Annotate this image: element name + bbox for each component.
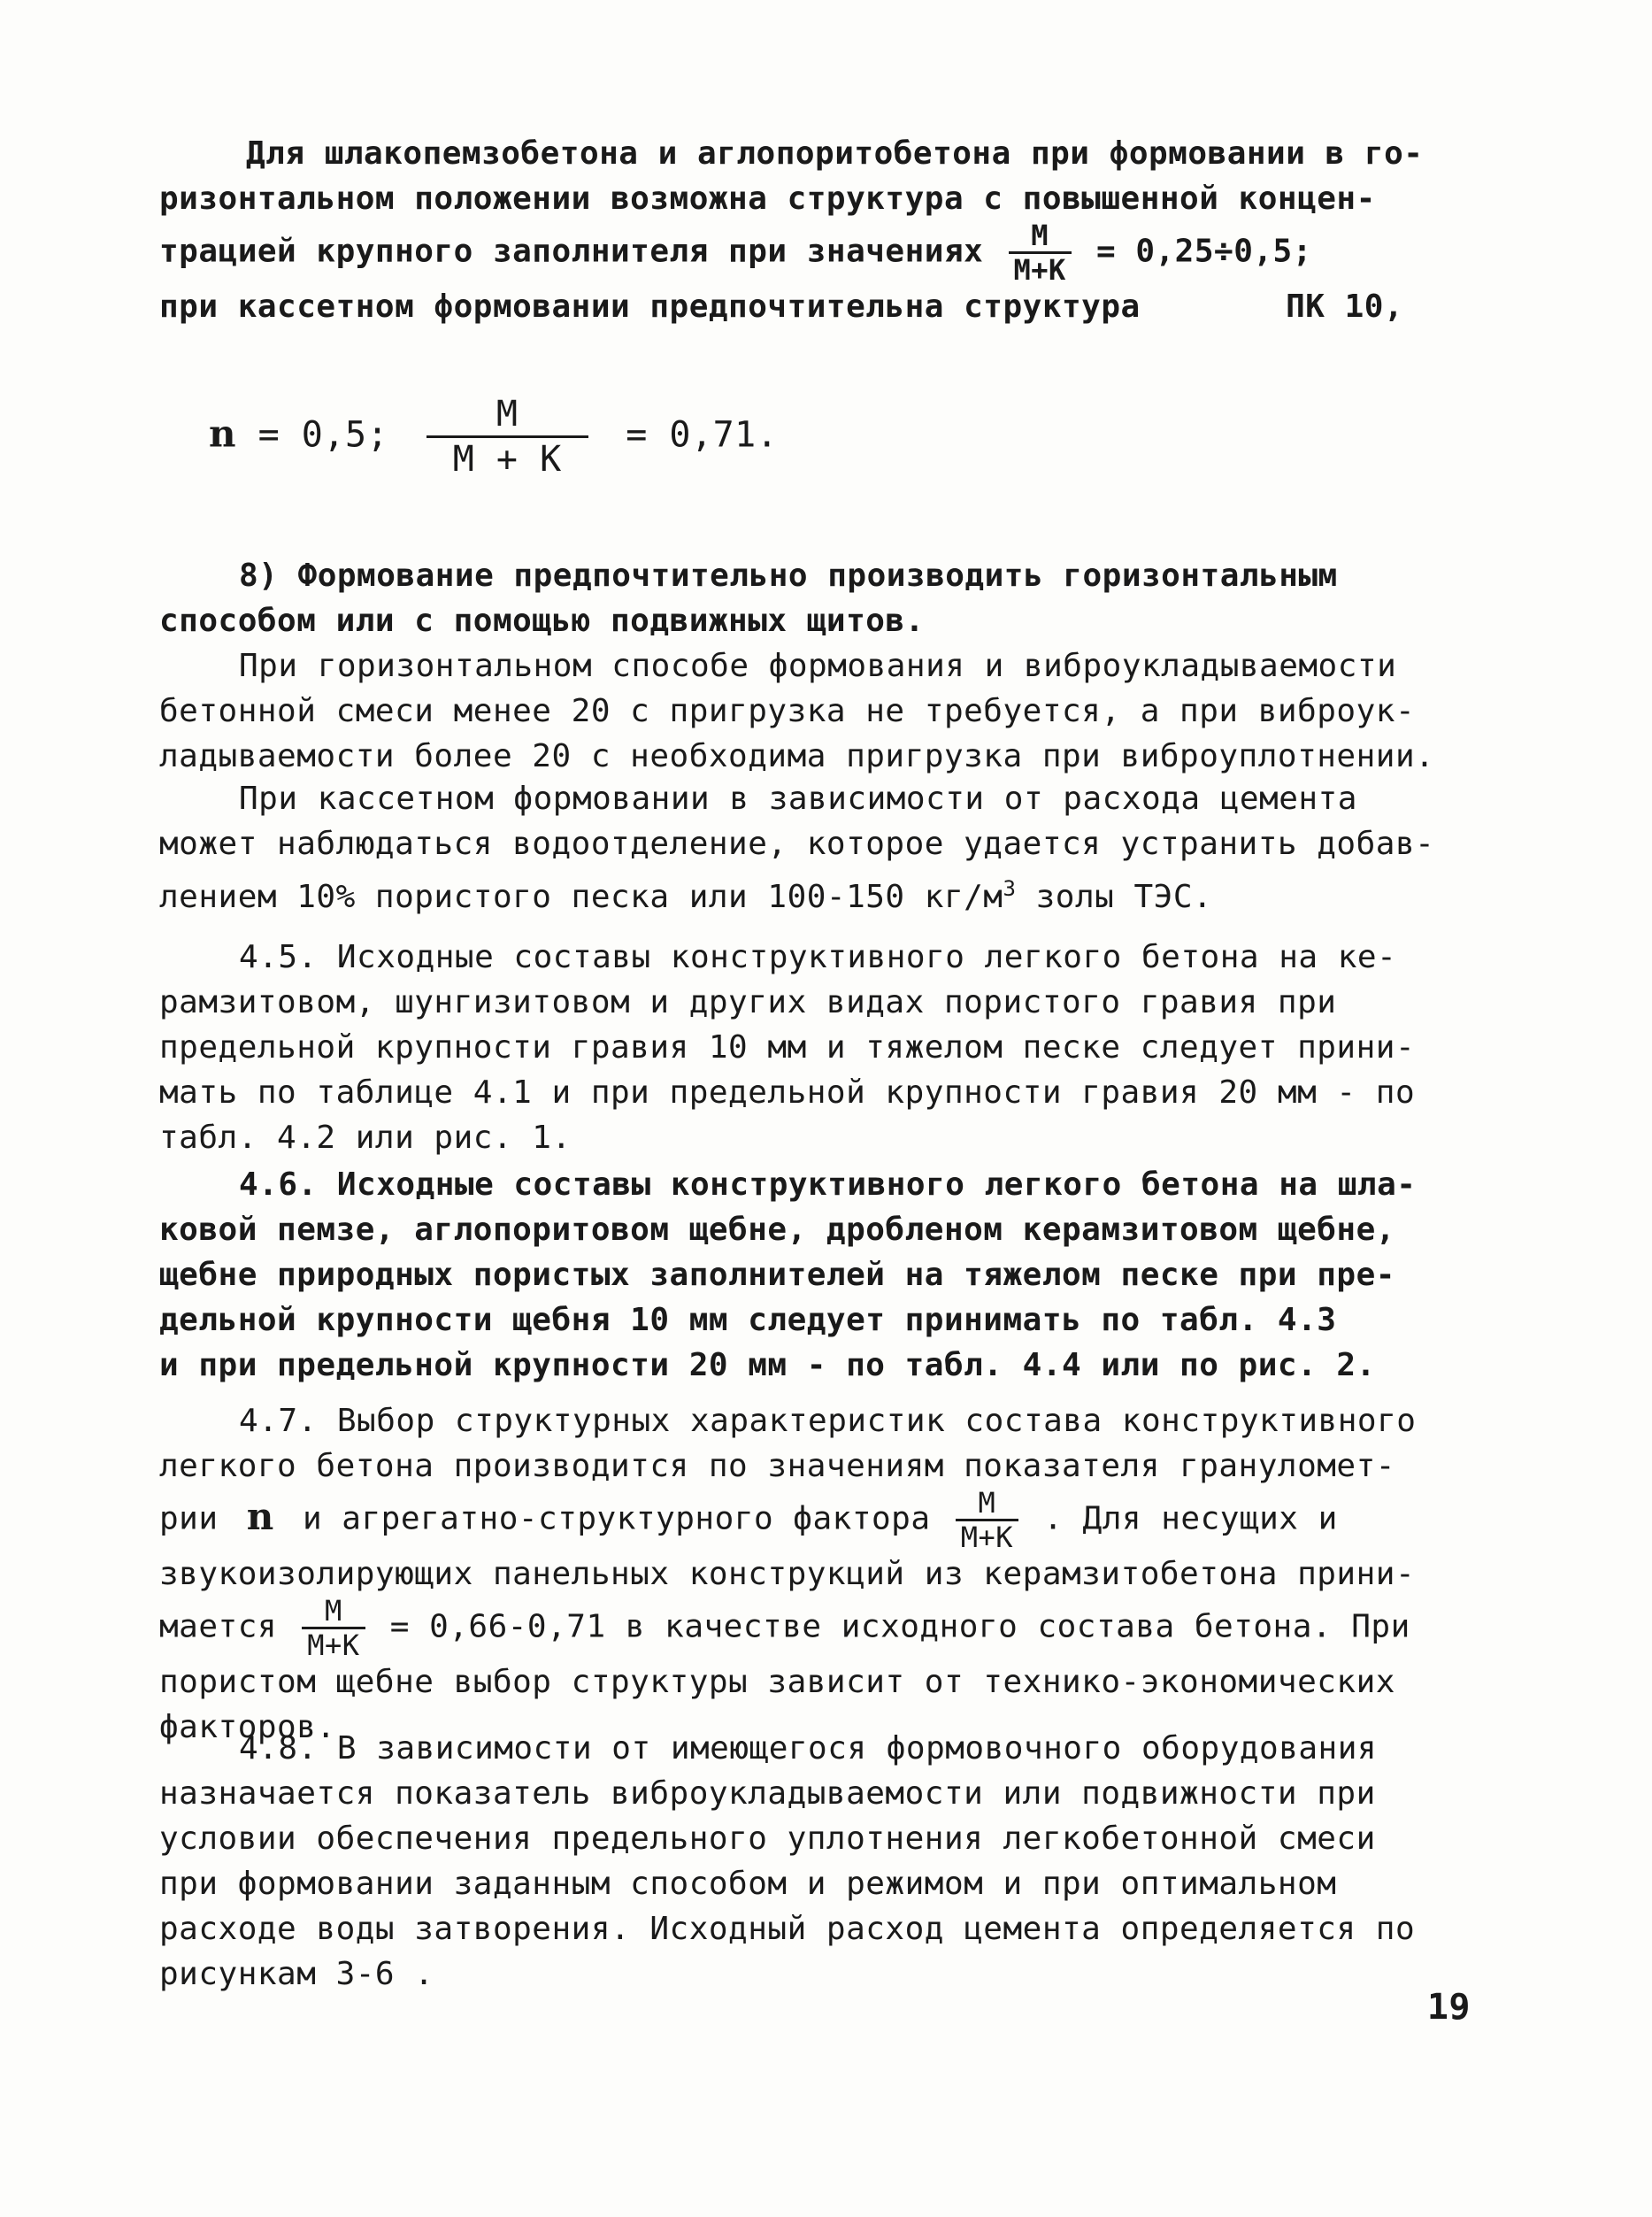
- structure-tag: ПК 10,: [1286, 289, 1404, 325]
- fraction-denominator: М+К: [1009, 251, 1072, 284]
- text-line: мать по таблице 4.1 и при предельной крупности гравия 20 мм - по: [159, 1074, 1416, 1111]
- fraction-numerator: М: [496, 394, 519, 435]
- granulometry-symbol: n: [209, 412, 237, 456]
- text-line: = 0,25÷0,5;: [1095, 233, 1312, 270]
- fraction-aggregate-factor: [956, 1486, 1018, 1554]
- formula-eq: = 0,5;: [257, 414, 389, 456]
- fraction-m-over-m-plus-k: [1009, 219, 1072, 287]
- paragraph-4-7: [159, 1398, 1504, 1750]
- text-line: При горизонтальном способе формования и виброукладываемости: [239, 648, 1397, 684]
- fraction-numerator: М: [978, 1486, 996, 1520]
- text-line: факторов.: [159, 1709, 336, 1745]
- text-line: дельной крупности щебня 10 мм следует принимать по табл. 4.3: [159, 1302, 1337, 1338]
- fraction-numerator: М: [325, 1594, 342, 1628]
- text-line: назначается показатель виброукладываемости или подвижности при: [159, 1775, 1376, 1812]
- paragraph-4-8: [159, 1726, 1504, 1997]
- text-line: ризонтальном положении возможна структура с повышенной концен-: [159, 181, 1376, 217]
- granulometry-symbol: n: [246, 1494, 274, 1538]
- text-line: лением 10% пористого песка или 100-150 кг/м: [159, 879, 1003, 915]
- fraction-aggregate-factor-2: [302, 1594, 365, 1662]
- text-line: = 0,66-0,71 в качестве исходного состава бетона. При: [389, 1608, 1410, 1645]
- formula-block: [209, 394, 1554, 480]
- text-line: пористом щебне выбор структуры зависит от технико-экономических: [159, 1664, 1395, 1700]
- text-line: способом или с помощью подвижных щитов.: [159, 603, 925, 639]
- text-line: 8) Формование предпочтительно производить горизонтальным: [239, 558, 1338, 594]
- text-line: при кассетном формовании предпочтительна структура: [159, 289, 1141, 325]
- formula-fraction: [426, 394, 588, 480]
- paragraph-slag-concrete: [159, 131, 1504, 329]
- text-line: щебне природных пористых заполнителей на тяжелом песке при пре-: [159, 1257, 1395, 1293]
- text-line: 4.7. Выбор структурных характеристик состава конструктивного: [239, 1403, 1417, 1439]
- text-line: и при предельной крупности 20 мм - по табл. 4.4 или по рис. 2.: [159, 1347, 1376, 1383]
- text-line: трацией крупного заполнителя при значениях: [159, 233, 984, 270]
- text-line: мается: [159, 1608, 278, 1645]
- text-line: рии: [159, 1500, 219, 1537]
- text-line: предельной крупности гравия 10 мм и тяжелом песке следует прини-: [159, 1029, 1416, 1066]
- paragraph-4-6: [159, 1162, 1504, 1388]
- text-line: и агрегатно-структурного фактора: [302, 1500, 931, 1537]
- fraction-numerator: М: [1031, 219, 1049, 252]
- text-line: ковой пемзе, аглопоритовом щебне, дробленом керамзитовом щебне,: [159, 1212, 1395, 1248]
- paragraph-cassette-forming: [159, 776, 1504, 920]
- text-line: условии обеспечения предельного уплотнения легкобетонной смеси: [159, 1821, 1376, 1857]
- text-line: 4.6. Исходные составы конструктивного легкого бетона на шла-: [239, 1166, 1417, 1203]
- text-line: 4.8. В зависимости от имеющегося формовочного оборудования: [239, 1730, 1378, 1767]
- text-line: рамзитовом, шунгизитовом и других видах пористого гравия при: [159, 984, 1337, 1020]
- fraction-denominator: М + К: [426, 435, 588, 477]
- paragraph-horizontal-forming: [159, 643, 1504, 779]
- text-line: ладываемости более 20 с необходима пригрузка при виброуплотнении.: [159, 738, 1435, 774]
- text-line: звукоизолирующих панельных конструкций из керамзитобетона прини-: [159, 1556, 1416, 1592]
- fraction-denominator: М+К: [302, 1627, 365, 1659]
- superscript: 3: [1003, 876, 1017, 901]
- text-line: может наблюдаться водоотделение, которое удается устранить добав-: [159, 826, 1435, 862]
- text-line: При кассетном формовании в зависимости от расхода цемента: [239, 781, 1357, 817]
- text-line: бетонной смеси менее 20 с пригрузка не требуется, а при виброук-: [159, 693, 1416, 729]
- text-line: табл. 4.2 или рис. 1.: [159, 1120, 572, 1156]
- text-line: рисункам 3-6 .: [159, 1956, 434, 1992]
- text-line: легкого бетона производится по значениям показателя грануломет-: [159, 1448, 1395, 1484]
- text-line: при формовании заданным способом и режимом и при оптимальном: [159, 1866, 1337, 1902]
- fraction-denominator: М+К: [956, 1519, 1018, 1551]
- text-line: расходе воды затворения. Исходный расход цемента определяется по: [159, 1911, 1416, 1947]
- text-line: золы ТЭС.: [1016, 879, 1213, 915]
- paragraph-4-5: [159, 935, 1504, 1160]
- text-line: . Для несущих и: [1043, 1500, 1338, 1537]
- formula-result: = 0,71.: [626, 414, 779, 456]
- text-line: Для шлакопемзобетона и аглопоритобетона при формовании в го-: [246, 135, 1424, 172]
- page-number: 19: [1426, 1987, 1471, 2028]
- text-line: 4.5. Исходные составы конструктивного легкого бетона на ке-: [239, 939, 1397, 975]
- paragraph-item-8: [159, 553, 1504, 643]
